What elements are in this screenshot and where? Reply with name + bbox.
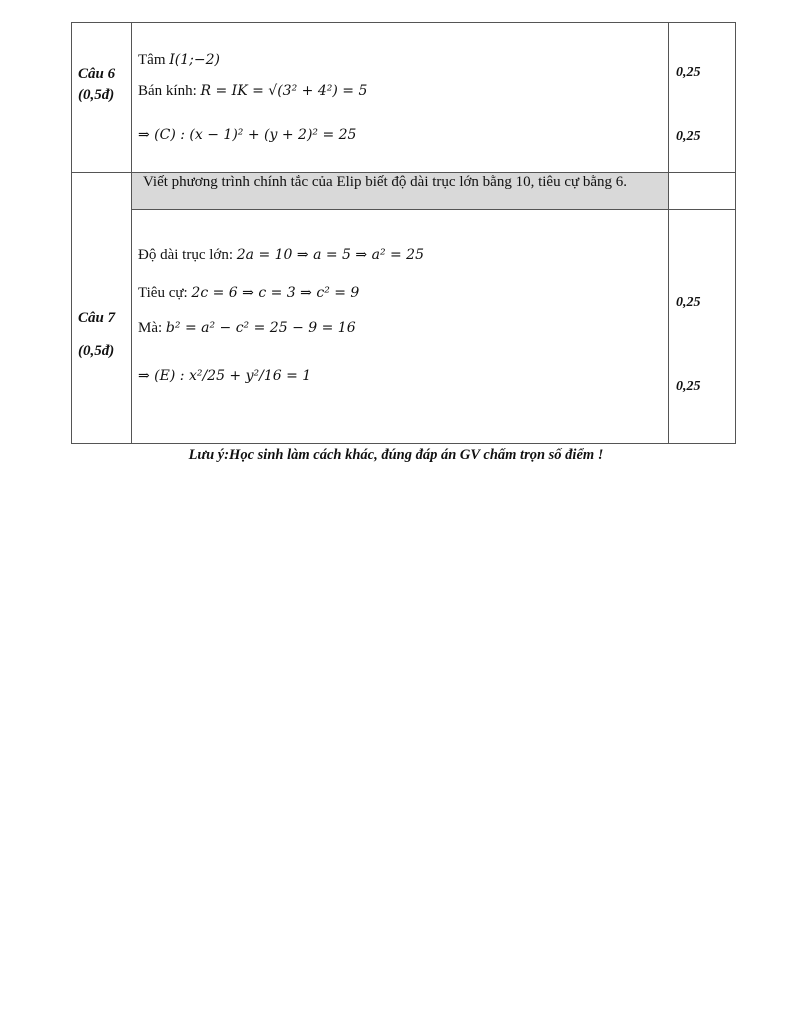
question-row-divider xyxy=(131,209,735,210)
q6-score-2: 0,25 xyxy=(676,129,701,144)
q6-center-line xyxy=(138,53,220,68)
q7-b-prefix: Mà: xyxy=(138,320,163,336)
score-column-divider xyxy=(668,22,669,444)
q7-major-axis-prefix: Độ dài trục lớn: xyxy=(138,247,233,263)
question-6-points: (0,5đ) xyxy=(78,87,115,103)
q7-major-axis-math: 2a = 10 ⇒ a = 5 ⇒ a² = 25 xyxy=(236,247,424,263)
q7-score-1: 0,25 xyxy=(676,295,701,310)
q7-major-axis-line xyxy=(138,248,424,263)
q6-center-math: I(1;−2) xyxy=(169,52,220,68)
q7-b-line xyxy=(138,321,356,336)
q7-focal-line xyxy=(138,286,359,301)
q6-center-prefix: Tâm xyxy=(138,52,166,68)
question-7-points: (0,5đ) xyxy=(78,343,115,359)
q6-radius-math: R = IK = √(3² + 4²) = 5 xyxy=(200,83,368,99)
q7-focal-prefix: Tiêu cự: xyxy=(138,285,188,301)
q7-b-math: b² = a² − c² = 25 − 9 = 16 xyxy=(165,320,356,336)
q6-score-1: 0,25 xyxy=(676,65,701,80)
table-left-border xyxy=(71,22,72,444)
question-7-label: Câu 7 xyxy=(78,310,116,326)
row-divider-6-7 xyxy=(71,172,735,173)
q6-radius-line xyxy=(138,84,367,99)
q6-equation-line xyxy=(138,128,356,143)
table-top-border xyxy=(71,22,735,23)
q7-ellipse-equation-math: ⇒ (E) : x²/25 + y²/16 = 1 xyxy=(138,368,312,384)
table-bottom-border xyxy=(71,443,735,444)
q7-score-2: 0,25 xyxy=(676,379,701,394)
table-right-border xyxy=(735,22,736,444)
q6-equation-math: ⇒ (C) : (x − 1)² + (y + 2)² = 25 xyxy=(138,127,357,143)
grading-note: Lưu ý:Học sinh làm cách khác, đúng đáp án GV chấm trọn số điểm ! xyxy=(188,447,604,463)
question-6-label: Câu 6 xyxy=(78,66,116,82)
q7-focal-math: 2c = 6 ⇒ c = 3 ⇒ c² = 9 xyxy=(191,285,360,301)
label-column-divider xyxy=(131,22,132,444)
q7-ellipse-equation-line xyxy=(138,369,311,384)
q7-question-text: Viết phương trình chính tắc của Elip biết độ dài trục lớn bằng 10, tiêu cự bằng 6. xyxy=(143,174,628,190)
q6-radius-prefix: Bán kính: xyxy=(138,83,197,99)
